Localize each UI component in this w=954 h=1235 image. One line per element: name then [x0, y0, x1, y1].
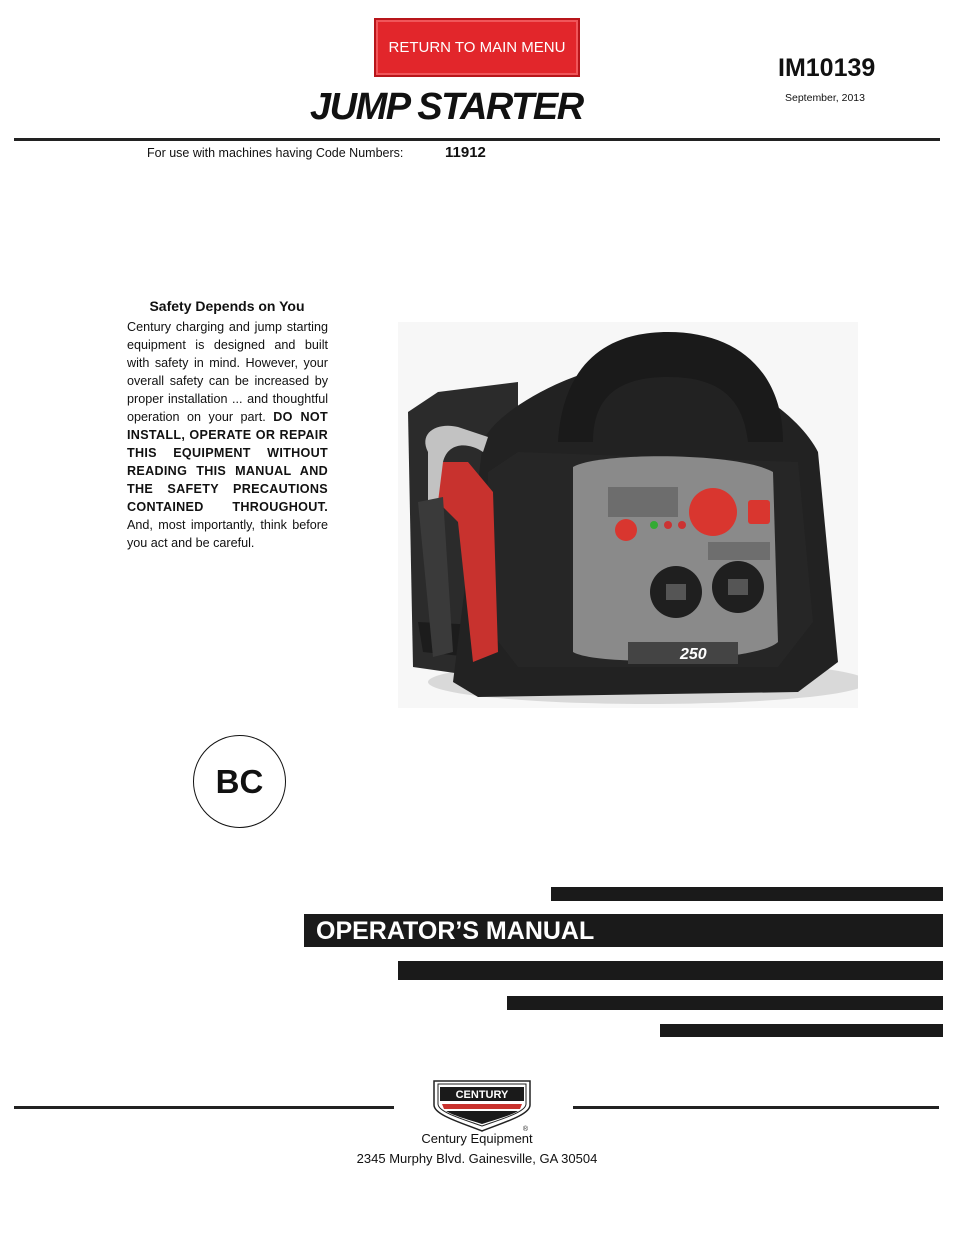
status-label [608, 487, 678, 517]
jump-button [615, 519, 637, 541]
title-divider [14, 138, 940, 141]
logo-red-stripe [442, 1104, 522, 1109]
decorative-bar [551, 887, 943, 901]
company-address: 2345 Murphy Blvd. Gainesville, GA 30504 [356, 1151, 598, 1166]
document-number: IM10139 [778, 54, 876, 82]
decorative-bar [660, 1024, 943, 1037]
code-numbers-label: For use with machines having Code Numbers: [147, 146, 404, 160]
safety-paragraph [127, 318, 328, 552]
rating-badge: 250 [680, 646, 707, 663]
bc-mark: BC [215, 763, 264, 800]
document-date: September, 2013 [785, 92, 865, 104]
warning-label [708, 542, 770, 560]
indicator-red-2 [678, 521, 686, 529]
century-logo [432, 1079, 532, 1134]
jump-starter-product-image [398, 322, 858, 708]
safety-warning-text: DO NOT INSTALL, OPERATE OR REPAIR THIS EQUIPMENT WITHOUT READING THIS MANUAL AND THE SAFETY PRECAUTIONS CONTAINED THROUGHOUT. [127, 410, 328, 514]
indicator-red [664, 521, 672, 529]
return-to-main-menu-button[interactable]: RETURN TO MAIN MENU [374, 18, 580, 77]
company-name: Century Equipment [421, 1131, 533, 1146]
logo-text: CENTURY [455, 1089, 509, 1101]
manual-title: OPERATOR’S MANUAL [316, 917, 595, 945]
power-knob [689, 488, 737, 536]
safety-heading: Safety Depends on You [149, 298, 305, 314]
indicator-green [650, 521, 658, 529]
dc-outlet [748, 500, 770, 524]
code-numbers-value: 11912 [445, 144, 486, 161]
registered-mark: ® [522, 1126, 528, 1133]
page-title: JUMP STARTER [310, 86, 583, 128]
safety-intro-text: Century charging and jump starting equipment is designed and built with safety in mind. However, your overall safety can be increased by proper installation ... and thoughtful operation on your part. [127, 320, 328, 424]
decorative-bar [507, 996, 943, 1010]
safety-closing-text: And, most importantly, think before you act and be careful. [127, 518, 328, 550]
ac-socket-left [666, 584, 686, 600]
footer-divider-left [14, 1106, 394, 1109]
ac-socket-right [728, 579, 748, 595]
decorative-bar [398, 961, 943, 980]
footer-divider-right [573, 1106, 939, 1109]
